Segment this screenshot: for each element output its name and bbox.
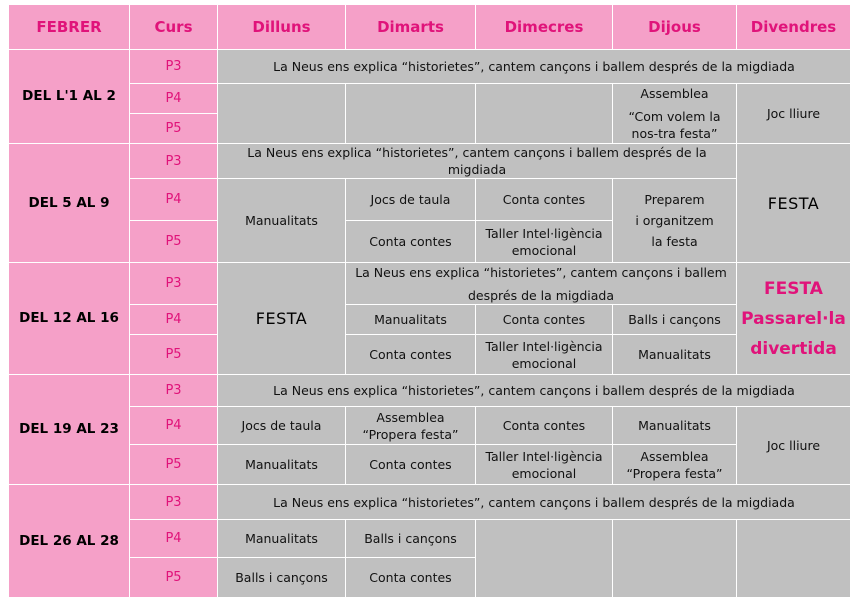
week-label: DEL 5 AL 9 bbox=[9, 144, 130, 263]
activity-cell: Taller Intel·ligència emocional bbox=[476, 445, 613, 485]
table-row bbox=[9, 305, 851, 335]
activity-line: la festa bbox=[651, 234, 698, 249]
activity-line: “Com volem la nos-tra festa” bbox=[628, 109, 721, 141]
level-p4: P4 bbox=[130, 407, 218, 445]
table-row bbox=[9, 375, 851, 407]
festa-passarela-cell bbox=[737, 263, 851, 375]
activity-cell: Assemblea “Propera festa” bbox=[346, 407, 476, 445]
table-row bbox=[9, 179, 851, 221]
level-p3: P3 bbox=[130, 263, 218, 305]
level-p5: P5 bbox=[130, 445, 218, 485]
empty-cell bbox=[346, 84, 476, 144]
level-p4: P4 bbox=[130, 84, 218, 114]
level-p3: P3 bbox=[130, 485, 218, 520]
level-p5: P5 bbox=[130, 335, 218, 375]
activity-cell: Balls i cançons bbox=[346, 520, 476, 558]
common-activity-cell: La Neus ens explica “historietes”, cantem cançons i ballem després de la migdiada bbox=[218, 375, 851, 407]
activity-line: La Neus ens explica “historietes”, cantem cançons i ballem bbox=[355, 264, 727, 280]
level-p5: P5 bbox=[130, 558, 218, 598]
level-p5: P5 bbox=[130, 114, 218, 144]
activity-cell: Manualitats bbox=[346, 305, 476, 335]
empty-cell bbox=[613, 520, 737, 598]
week-label: DEL 19 AL 23 bbox=[9, 375, 130, 485]
common-activity-cell: La Neus ens explica “historietes”, cantem cançons i ballem després de la migdiada bbox=[218, 50, 851, 84]
activity-cell: Taller Intel·ligència emocional bbox=[476, 221, 613, 263]
month-header: FEBRER bbox=[9, 5, 130, 50]
activity-cell: Conta contes bbox=[346, 335, 476, 375]
day-header-tuesday: Dimarts bbox=[346, 5, 476, 50]
activity-line: Assemblea bbox=[640, 86, 709, 101]
header-row bbox=[9, 5, 851, 50]
activity-cell: Conta contes bbox=[476, 179, 613, 221]
festa-cell: FESTA bbox=[218, 263, 346, 375]
week-label: DEL 26 AL 28 bbox=[9, 485, 130, 598]
table-row bbox=[9, 445, 851, 485]
day-header-monday: Dilluns bbox=[218, 5, 346, 50]
festa-line: FESTA bbox=[764, 278, 823, 299]
festa-line: divertida bbox=[750, 338, 837, 359]
level-p4: P4 bbox=[130, 179, 218, 221]
activity-cell: Balls i cançons bbox=[613, 305, 737, 335]
level-p3: P3 bbox=[130, 144, 218, 179]
table-row bbox=[9, 335, 851, 375]
table-row bbox=[9, 84, 851, 114]
activity-line: després de la migdiada bbox=[467, 287, 615, 303]
empty-cell bbox=[476, 84, 613, 144]
activity-cell: Conta contes bbox=[476, 407, 613, 445]
level-p4: P4 bbox=[130, 305, 218, 335]
activity-cell: Conta contes bbox=[346, 445, 476, 485]
week-label: DEL 12 AL 16 bbox=[9, 263, 130, 375]
table-row bbox=[9, 485, 851, 520]
day-header-friday: Divendres bbox=[737, 5, 851, 50]
table-row bbox=[9, 263, 851, 305]
activity-cell: Taller Intel·ligència emocional bbox=[476, 335, 613, 375]
level-p5: P5 bbox=[130, 221, 218, 263]
common-activity-cell: La Neus ens explica “historietes”, cantem cançons i ballem després de la migdiada bbox=[218, 485, 851, 520]
day-header-wednesday: Dimecres bbox=[476, 5, 613, 50]
level-p3: P3 bbox=[130, 375, 218, 407]
festa-cell: FESTA bbox=[737, 144, 851, 263]
activity-cell bbox=[613, 84, 737, 144]
activity-cell: Joc lliure bbox=[737, 84, 851, 144]
empty-cell bbox=[737, 520, 851, 598]
february-schedule-table bbox=[8, 4, 851, 598]
day-header-thursday: Dijous bbox=[613, 5, 737, 50]
week-label: DEL L'1 AL 2 bbox=[9, 50, 130, 144]
activity-cell: Jocs de taula bbox=[218, 407, 346, 445]
activity-line: Preparem bbox=[644, 192, 705, 207]
activity-cell: Assemblea “Propera festa” bbox=[613, 445, 737, 485]
level-p4: P4 bbox=[130, 520, 218, 558]
activity-cell: Manualitats bbox=[613, 407, 737, 445]
activity-cell: Joc lliure bbox=[737, 407, 851, 485]
empty-cell bbox=[218, 84, 346, 144]
activity-cell: Manualitats bbox=[218, 520, 346, 558]
table-row bbox=[9, 520, 851, 558]
table-row bbox=[9, 407, 851, 445]
activity-cell: Manualitats bbox=[218, 445, 346, 485]
activity-cell: Conta contes bbox=[476, 305, 613, 335]
empty-cell bbox=[476, 520, 613, 598]
activity-cell: Manualitats bbox=[613, 335, 737, 375]
activity-cell: Manualitats bbox=[218, 179, 346, 263]
festa-line: Passarel·la bbox=[741, 308, 846, 329]
table-row bbox=[9, 144, 851, 179]
activity-cell: Conta contes bbox=[346, 221, 476, 263]
activity-line: i organitzem bbox=[635, 213, 714, 228]
activity-cell: Jocs de taula bbox=[346, 179, 476, 221]
common-activity-cell bbox=[346, 263, 737, 305]
activity-cell: Balls i cançons bbox=[218, 558, 346, 598]
table-row bbox=[9, 50, 851, 84]
activity-cell: Conta contes bbox=[346, 558, 476, 598]
schedule-wrapper bbox=[8, 4, 851, 598]
curs-header: Curs bbox=[130, 5, 218, 50]
common-activity-cell: La Neus ens explica “historietes”, cantem cançons i ballem després de la migdiada bbox=[218, 144, 737, 179]
activity-cell bbox=[613, 179, 737, 263]
level-p3: P3 bbox=[130, 50, 218, 84]
